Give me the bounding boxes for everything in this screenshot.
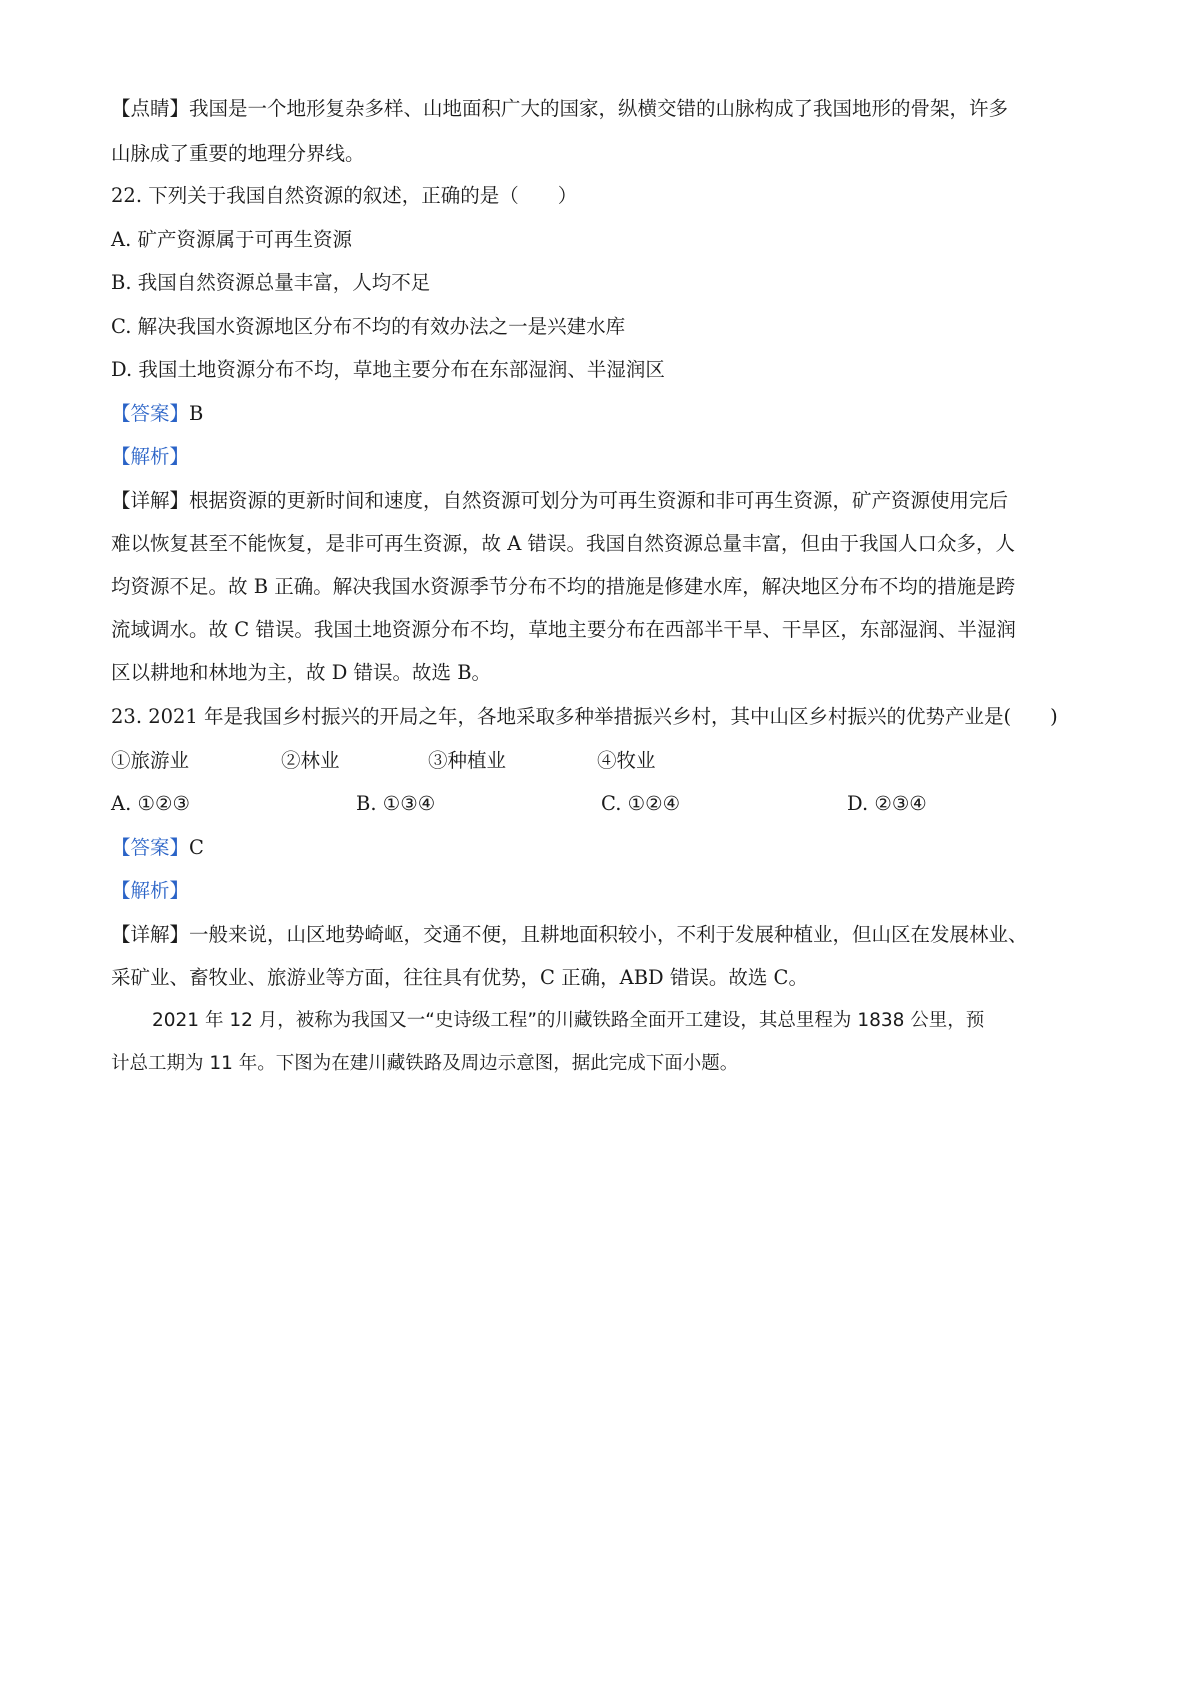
q23-detail-tag: 【详解】 bbox=[111, 923, 190, 946]
q23-item-2: ②林业 bbox=[281, 749, 340, 772]
q22-detail-text-1: 根据资源的更新时间和速度，自然资源可划分为可再生资源和非可再生资源，矿产资源使用完后 bbox=[189, 489, 1009, 512]
q22-detail-line-1 bbox=[111, 487, 1008, 515]
q22-option-c: C. 解决我国水资源地区分布不均的有效办法之一是兴建水库 bbox=[111, 315, 626, 338]
q23-detail-text-1: 一般来说，山区地势崎岖，交通不便，且耕地面积较小，不利于发展种植业，但山区在发展林业、 bbox=[189, 923, 1028, 946]
dianjing-tag: 【点睛】 bbox=[111, 97, 190, 120]
q23-stem: 23. 2021 年是我国乡村振兴的开局之年，各地采取多种举措振兴乡村，其中山区乡村振兴的优势产业是( ) bbox=[111, 705, 1058, 728]
q22-detail-line-5: 区以耕地和林地为主，故 D 错误。故选 B。 bbox=[111, 661, 492, 684]
q22-answer-value: B bbox=[189, 402, 204, 425]
q22-detail-line-2: 难以恢复甚至不能恢复，是非可再生资源，故 A 错误。我国自然资源总量丰富，但由于我国人口众多，人 bbox=[111, 532, 1015, 555]
q23-option-a: A. ①②③ bbox=[111, 792, 190, 815]
intro-line-1: 2021 年 12 月，被称为我国又一“史诗级工程”的川藏铁路全面开工建设，其总里程为 1838 公里，预 bbox=[152, 1010, 985, 1031]
q22-analysis-tag: 【解析】 bbox=[111, 445, 190, 468]
q22-stem: 22. 下列关于我国自然资源的叙述，正确的是（ ） bbox=[111, 184, 578, 207]
dianjing-line-1 bbox=[111, 95, 1008, 123]
q22-answer-tag: 【答案】 bbox=[111, 402, 190, 425]
q23-option-d: D. ②③④ bbox=[847, 792, 927, 815]
q23-answer bbox=[111, 834, 204, 862]
q23-detail-line-2: 采矿业、畜牧业、旅游业等方面，往往具有优势，C 正确，ABD 错误。故选 C。 bbox=[111, 966, 808, 989]
q23-option-b: B. ①③④ bbox=[356, 792, 436, 815]
q23-option-c: C. ①②④ bbox=[601, 792, 681, 815]
q23-item-1: ①旅游业 bbox=[111, 749, 190, 772]
q22-option-a: A. 矿产资源属于可再生资源 bbox=[111, 228, 352, 251]
q22-detail-line-3: 均资源不足。故 B 正确。解决我国水资源季节分布不均的措施是修建水库，解决地区分布不均的措施是跨 bbox=[111, 575, 1016, 598]
q22-detail-tag: 【详解】 bbox=[111, 489, 190, 512]
q23-answer-value: C bbox=[189, 836, 204, 859]
q23-item-4: ④牧业 bbox=[597, 749, 656, 772]
q22-detail-line-4: 流域调水。故 C 错误。我国土地资源分布不均，草地主要分布在西部半干旱、干旱区，东部湿润、半湿润 bbox=[111, 618, 1016, 641]
q23-answer-tag: 【答案】 bbox=[111, 836, 190, 859]
q22-answer bbox=[111, 400, 203, 428]
q23-analysis-tag: 【解析】 bbox=[111, 879, 190, 902]
q22-option-d: D. 我国土地资源分布不均，草地主要分布在东部湿润、半湿润区 bbox=[111, 358, 665, 381]
dianjing-text-1: 我国是一个地形复杂多样、山地面积广大的国家，纵横交错的山脉构成了我国地形的骨架，许多 bbox=[189, 97, 1009, 120]
dianjing-line-2: 山脉成了重要的地理分界线。 bbox=[111, 142, 365, 165]
q23-detail-line-1 bbox=[111, 921, 1028, 949]
q22-option-b: B. 我国自然资源总量丰富，人均不足 bbox=[111, 271, 431, 294]
q23-item-3: ③种植业 bbox=[428, 749, 507, 772]
intro-line-2: 计总工期为 11 年。下图为在建川藏铁路及周边示意图，据此完成下面小题。 bbox=[111, 1053, 739, 1074]
